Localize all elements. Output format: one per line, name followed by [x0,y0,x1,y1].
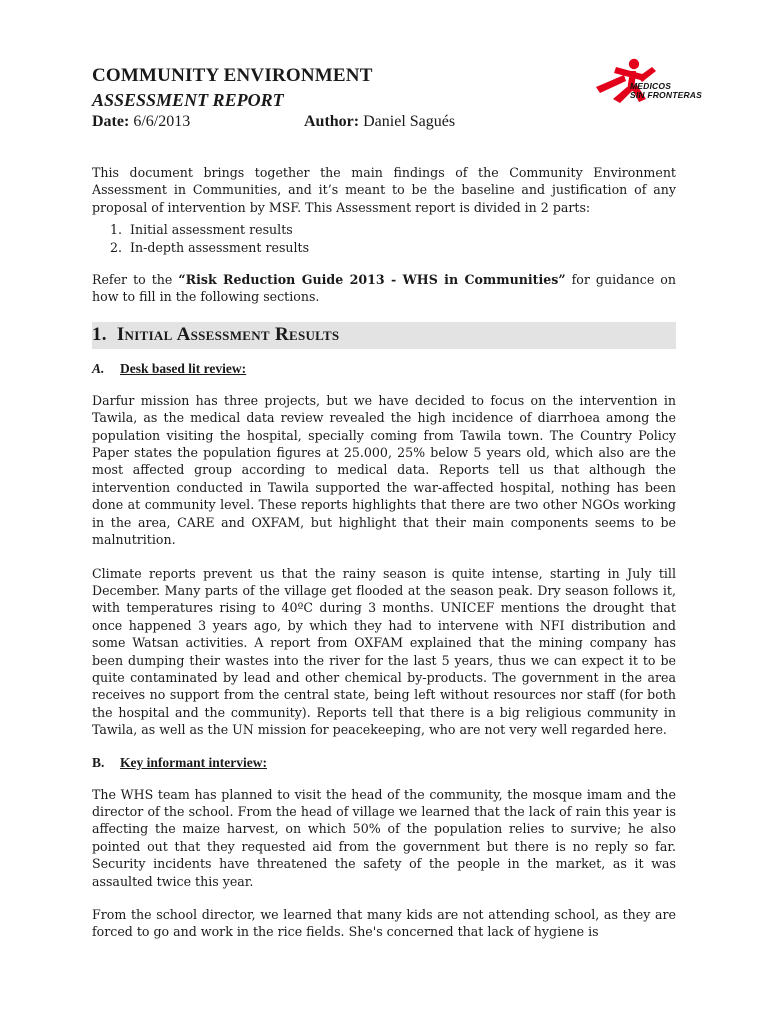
date-field [92,111,304,133]
date-label: Date: [92,113,130,130]
date-value: 6/6/2013 [133,113,191,130]
document-page [92,60,676,941]
refer-paragraph [92,271,676,306]
body-paragraph: Darfur mission has three projects, but we have decided to focus on the intervention in Tawila, as the medical data review revealed the high incidence of diarrhoea among the population visiting the hospital, specially coming from Tawila town. The Country Policy Paper states the population figures at 25.000, 25% below 5 years old, which also are the most affected group according to medical data. Reports tell us that although the intervention conducted in Tawila supported the war-affected hospital, nothing has been done at community level. These reports highlights that there are two other NGOs working in the area, CARE and OXFAM, but highlight that their main components seems to be malnutrition. [92,392,676,548]
subsection-title: Key informant interview: [120,754,267,770]
parts-list [92,221,676,256]
list-item: 1. Initial assessment results [126,221,676,238]
author-value: Daniel Sagués [363,113,456,130]
refer-post: for guidance on how to fill in the following sections. [92,272,676,305]
subsection-letter: B. [92,754,105,770]
document-subtitle: ASSESSMENT REPORT [92,90,284,110]
section-heading [92,322,676,349]
logo-line1: MEDICOS [630,81,672,91]
guide-reference: “Risk Reduction Guide 2013 - WHS in Communities” [178,272,566,288]
body-paragraph: From the school director, we learned that many kids are not attending school, as they are forced to go and work in the rice fields. She's concerned that lack of hygiene is [92,907,676,940]
body-paragraph: Climate reports prevent us that the rainy season is quite intense, starting in July till December. Many parts of the village get flooded at the season peak. Dry season follows it, with temperatures rising to 40ºC during 3 months. UNICEF mentions the drought that once happened 3 years ago, by which they had to intervene with NFI distribution and some Watsan activities. A report from OXFAM explained that the mining company has been dumping their wastes into the river for the last 5 years, thus we can expect it to be quite contaminated by lead and other chemical by-products. The government in the area receives no support from the central state, being left without resources nor staff (for both the hospital and the community). Reports tell that there is a big religious community in Tawila, as well as the UN mission for peacekeeping, who are not very well regarded here. [92,565,676,738]
author-label: Author: [304,113,360,130]
section-number: 1. [92,324,107,346]
subsection-title: Desk based lit review: [120,360,247,376]
subsection-heading-a [92,360,676,378]
list-item: 2. In-depth assessment results [126,239,676,256]
author-field [304,111,455,133]
intro-paragraph: This document brings together the main findings of the Community Environment Assessment in Communities, and it’s meant to be the baseline and justification of any proposal of intervention by MSF. This Assessment report is divided in 2 parts: [92,165,676,215]
meta-row [92,111,676,133]
logo-line2: SIN FRONTERAS [630,90,703,100]
subsection-letter: A. [92,360,105,376]
body-paragraph: The WHS team has planned to visit the head of the community, the mosque imam and the director of the school. From the head of village we learned that the lack of rain this year is affecting the maize harvest, on which 50% of the population relies to survive; he also pointed out that they requested aid from the government but there is no reply so far. Security incidents have threatened the safety of the people in the market, as it was assaulted twice this year. [92,786,676,889]
document-title: COMMUNITY ENVIRONMENT [92,65,373,86]
refer-pre: Refer to the [92,272,179,288]
subsection-heading-b [92,754,676,772]
section-title: Initial Assessment Results [116,324,340,346]
